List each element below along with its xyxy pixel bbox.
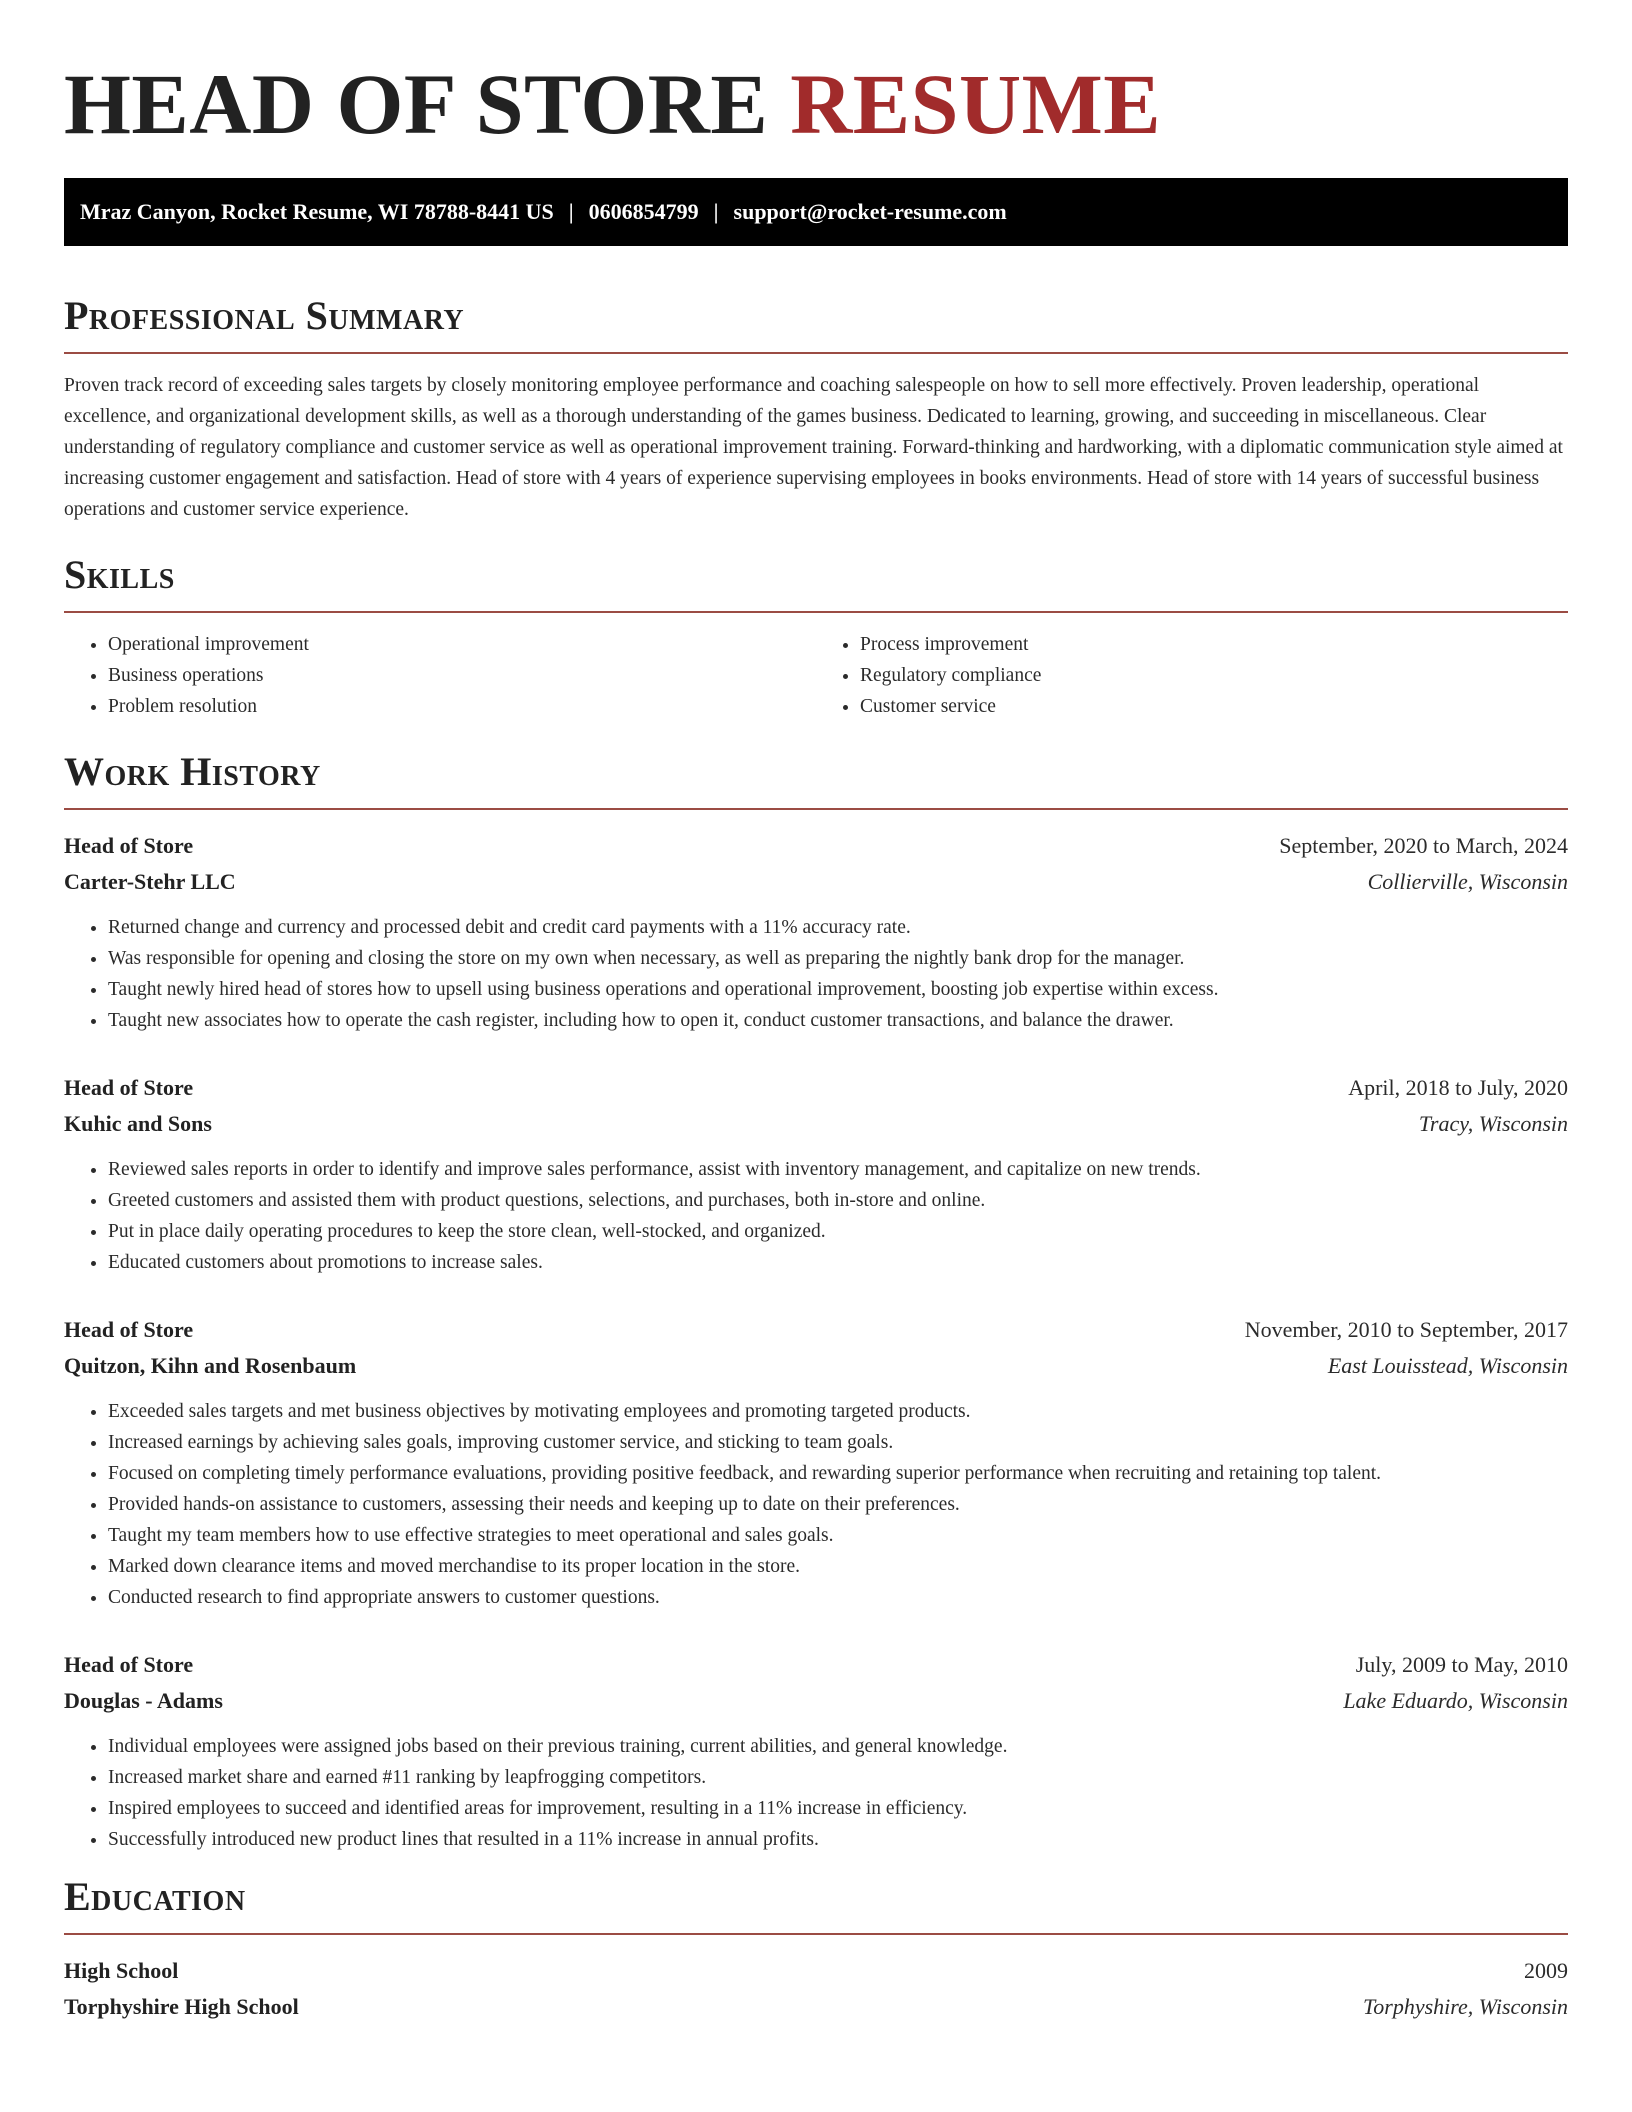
education-location: Torphyshire, Wisconsin [1363,1994,1568,2019]
resume-page [64,0,1568,2025]
skills-heading: Skills [64,553,1568,613]
job-title: Head of Store [64,1652,194,1677]
resume-title [64,58,1568,150]
job-dates: September, 2020 to March, 2024 [1279,833,1568,858]
job-header-row [64,1647,1568,1683]
job-bullet: • Increased market share and earned #11 ranking by leapfrogging competitors. [108,1762,1568,1793]
job-company: Kuhic and Sons [64,1111,212,1136]
job-title: Head of Store [64,1317,194,1342]
job-bullet: • Taught new associates how to operate the cash register, including how to open it, conduct customer transactions, and balance the drawer. [108,1005,1568,1036]
job-company-row [64,1348,1568,1384]
job-header-row [64,1070,1568,1106]
job-bullet: • Greeted customers and assisted them with product questions, selections, and purchases, both in-store and online. [108,1185,1568,1216]
skill-item: • Customer service [860,691,1568,722]
summary-heading: Professional Summary [64,294,1568,354]
job-bullet: • Taught my team members how to use effective strategies to meet operational and sales goals. [108,1520,1568,1551]
title-accent: RESUME [790,56,1162,152]
job-entry [64,1647,1568,1855]
job-bullets [64,1731,1568,1855]
skills-column-right [816,629,1568,722]
job-dates: July, 2009 to May, 2010 [1355,1652,1568,1677]
job-location: Collierville, Wisconsin [1367,869,1568,894]
job-dates: April, 2018 to July, 2020 [1348,1075,1568,1100]
contact-phone[interactable]: 0606854799 [588,199,699,224]
job-bullet: • Increased earnings by achieving sales goals, improving customer service, and sticking to team goals. [108,1427,1568,1458]
job-company: Quitzon, Kihn and Rosenbaum [64,1353,357,1378]
job-bullet: • Conducted research to find appropriate answers to customer questions. [108,1582,1568,1613]
job-header-row [64,1312,1568,1348]
job-dates: November, 2010 to September, 2017 [1244,1317,1568,1342]
job-title: Head of Store [64,1075,194,1100]
skill-item: • Process improvement [860,629,1568,660]
job-entry [64,828,1568,1036]
contact-address: Mraz Canyon, Rocket Resume, WI 78788-8441 US [80,199,554,224]
job-bullet: • Educated customers about promotions to increase sales. [108,1247,1568,1278]
contact-bar [64,178,1568,246]
job-company: Douglas - Adams [64,1688,223,1713]
education-degree: High School [64,1958,179,1983]
job-entry [64,1070,1568,1278]
contact-separator: | [713,199,719,224]
job-bullet: • Successfully introduced new product lines that resulted in a 11% increase in annual profits. [108,1824,1568,1855]
skill-item: • Business operations [108,660,816,691]
job-header-row [64,828,1568,864]
education-header-row [64,1953,1568,1989]
job-bullets [64,912,1568,1036]
job-bullet: • Returned change and currency and processed debit and credit card payments with a 11% accuracy rate. [108,912,1568,943]
summary-text: Proven track record of exceeding sales targets by closely monitoring employee performance and coaching salespeople on how to sell more effectively. Proven leadership, operational excellence, and organizational development skills, as well as a thorough understanding of the games business. Dedicated to learning, growing, and succeeding in miscellaneous. Clear understanding of regulatory compliance and customer service as well as operational improvement training. Forward-thinking and hardworking, with a diplomatic communication style aimed at increasing customer engagement and satisfaction. Head of store with 4 years of experience supervising employees in books environments. Head of store with 14 years of successful business operations and customer service experience. [64,375,1563,520]
job-bullets [64,1154,1568,1278]
education-entry [64,1953,1568,2025]
skill-item: • Operational improvement [108,629,816,660]
contact-email[interactable]: support@rocket-resume.com [733,199,1007,224]
work-history-heading: Work History [64,750,1568,810]
education-school: Torphyshire High School [64,1994,299,2019]
job-bullet: • Reviewed sales reports in order to identify and improve sales performance, assist with inventory management, and capitalize on new trends. [108,1154,1568,1185]
job-bullet: • Focused on completing timely performance evaluations, providing positive feedback, and rewarding superior performance when recruiting and retaining top talent. [108,1458,1568,1489]
job-entry [64,1312,1568,1613]
job-bullet: • Taught newly hired head of stores how to upsell using business operations and operational improvement, boosting job expertise within excess. [108,974,1568,1005]
skill-item: • Problem resolution [108,691,816,722]
education-year: 2009 [1524,1958,1568,1983]
skills-column-left [64,629,816,722]
contact-separator: | [568,199,574,224]
job-bullet: • Provided hands-on assistance to customers, assessing their needs and keeping up to date on their preferences. [108,1489,1568,1520]
title-main: HEAD OF STORE [64,56,769,152]
job-company-row [64,864,1568,900]
job-bullet: • Individual employees were assigned jobs based on their previous training, current abilities, and general knowledge. [108,1731,1568,1762]
job-bullet: • Exceeded sales targets and met business objectives by motivating employees and promoting targeted products. [108,1396,1568,1427]
job-bullets [64,1396,1568,1613]
job-bullet: • Was responsible for opening and closing the store on my own when necessary, as well as preparing the nightly bank drop for the manager. [108,943,1568,974]
job-company-row [64,1106,1568,1142]
education-school-row [64,1989,1568,2025]
job-title: Head of Store [64,833,194,858]
job-bullet: • Marked down clearance items and moved merchandise to its proper location in the store. [108,1551,1568,1582]
job-location: East Louisstead, Wisconsin [1327,1353,1568,1378]
skill-item: • Regulatory compliance [860,660,1568,691]
job-location: Tracy, Wisconsin [1418,1111,1568,1136]
education-heading: Education [64,1875,1568,1935]
job-company: Carter-Stehr LLC [64,869,236,894]
job-bullet: • Inspired employees to succeed and identified areas for improvement, resulting in a 11% increase in efficiency. [108,1793,1568,1824]
job-company-row [64,1683,1568,1719]
job-bullet: • Put in place daily operating procedures to keep the store clean, well-stocked, and organized. [108,1216,1568,1247]
job-location: Lake Eduardo, Wisconsin [1343,1688,1568,1713]
skills-list [64,629,1568,722]
